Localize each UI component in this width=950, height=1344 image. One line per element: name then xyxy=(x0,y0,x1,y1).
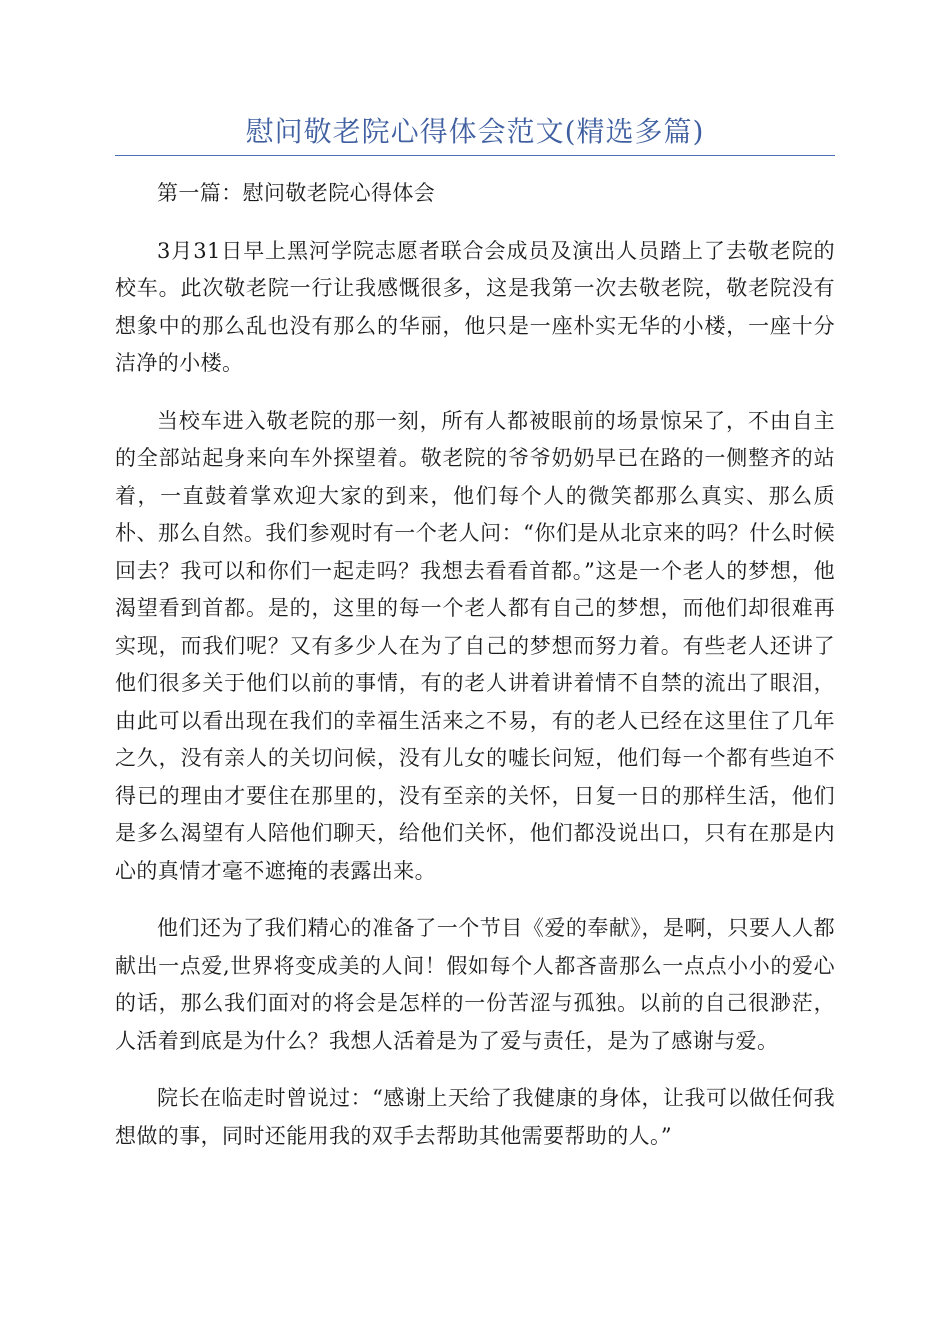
body-paragraph: 3月31日早上黑河学院志愿者联合会成员及演出人员踏上了去敬老院的校车。此次敬老院一行让我感慨很多，这是我第一次去敬老院，敬老院没有想象中的那么乱也没有那么的华丽，他只是一座朴实无华的小楼，一座十分洁净的小楼。 xyxy=(115,238,835,375)
document-body xyxy=(115,175,835,1175)
title-underline xyxy=(115,155,835,156)
section-heading: 第一篇：慰问敬老院心得体会 xyxy=(157,181,436,205)
body-paragraph: 他们还为了我们精心的准备了一个节目《爱的奉献》，是啊，只要人人都献出一点爱,世界将变成美的人间！假如每个人都吝啬那么一点点小小的爱心的话，那么我们面对的将会是怎样的一份苦涩与孤独。以前的自己很渺茫，人活着到底是为什么？我想人活着是为了爱与责任，是为了感谢与爱。 xyxy=(115,916,835,1053)
body-paragraph: 当校车进入敬老院的那一刻，所有人都被眼前的场景惊呆了，不由自主的全部站起身来向车外探望着。敬老院的爷爷奶奶早已在路的一侧整齐的站着，一直鼓着掌欢迎大家的到来，他们每个人的微笑都那么真实、那么质朴、那么自然。我们参观时有一个老人问：“你们是从北京来的吗？什么时候回去？我可以和你们一起走吗？我想去看看首都。”这是一个老人的梦想，他渴望看到首都。是的，这里的每一个老人都有自己的梦想，而他们却很难再实现，而我们呢？又有多少人在为了自己的梦想而努力着。有些老人还讲了他们很多关于他们以前的事情，有的老人讲着讲着情不自禁的流出了眼泪，由此可以看出现在我们的幸福生活来之不易，有的老人已经在这里住了几年之久，没有亲人的关切问候，没有儿女的嘘长问短，他们每一个都有些迫不得已的理由才要住在那里的，没有至亲的关怀，日复一日的那样生活，他们是多么渴望有人陪他们聊天，给他们关怀，他们都没说出口，只有在那是内心的真情才毫不遮掩的表露出来。 xyxy=(115,408,835,883)
body-paragraph: 院长在临走时曾说过：“感谢上天给了我健康的身体，让我可以做任何我想做的事，同时还能用我的双手去帮助其他需要帮助的人。” xyxy=(115,1086,835,1148)
document-title: 慰问敬老院心得体会范文(精选多篇) xyxy=(245,115,705,148)
